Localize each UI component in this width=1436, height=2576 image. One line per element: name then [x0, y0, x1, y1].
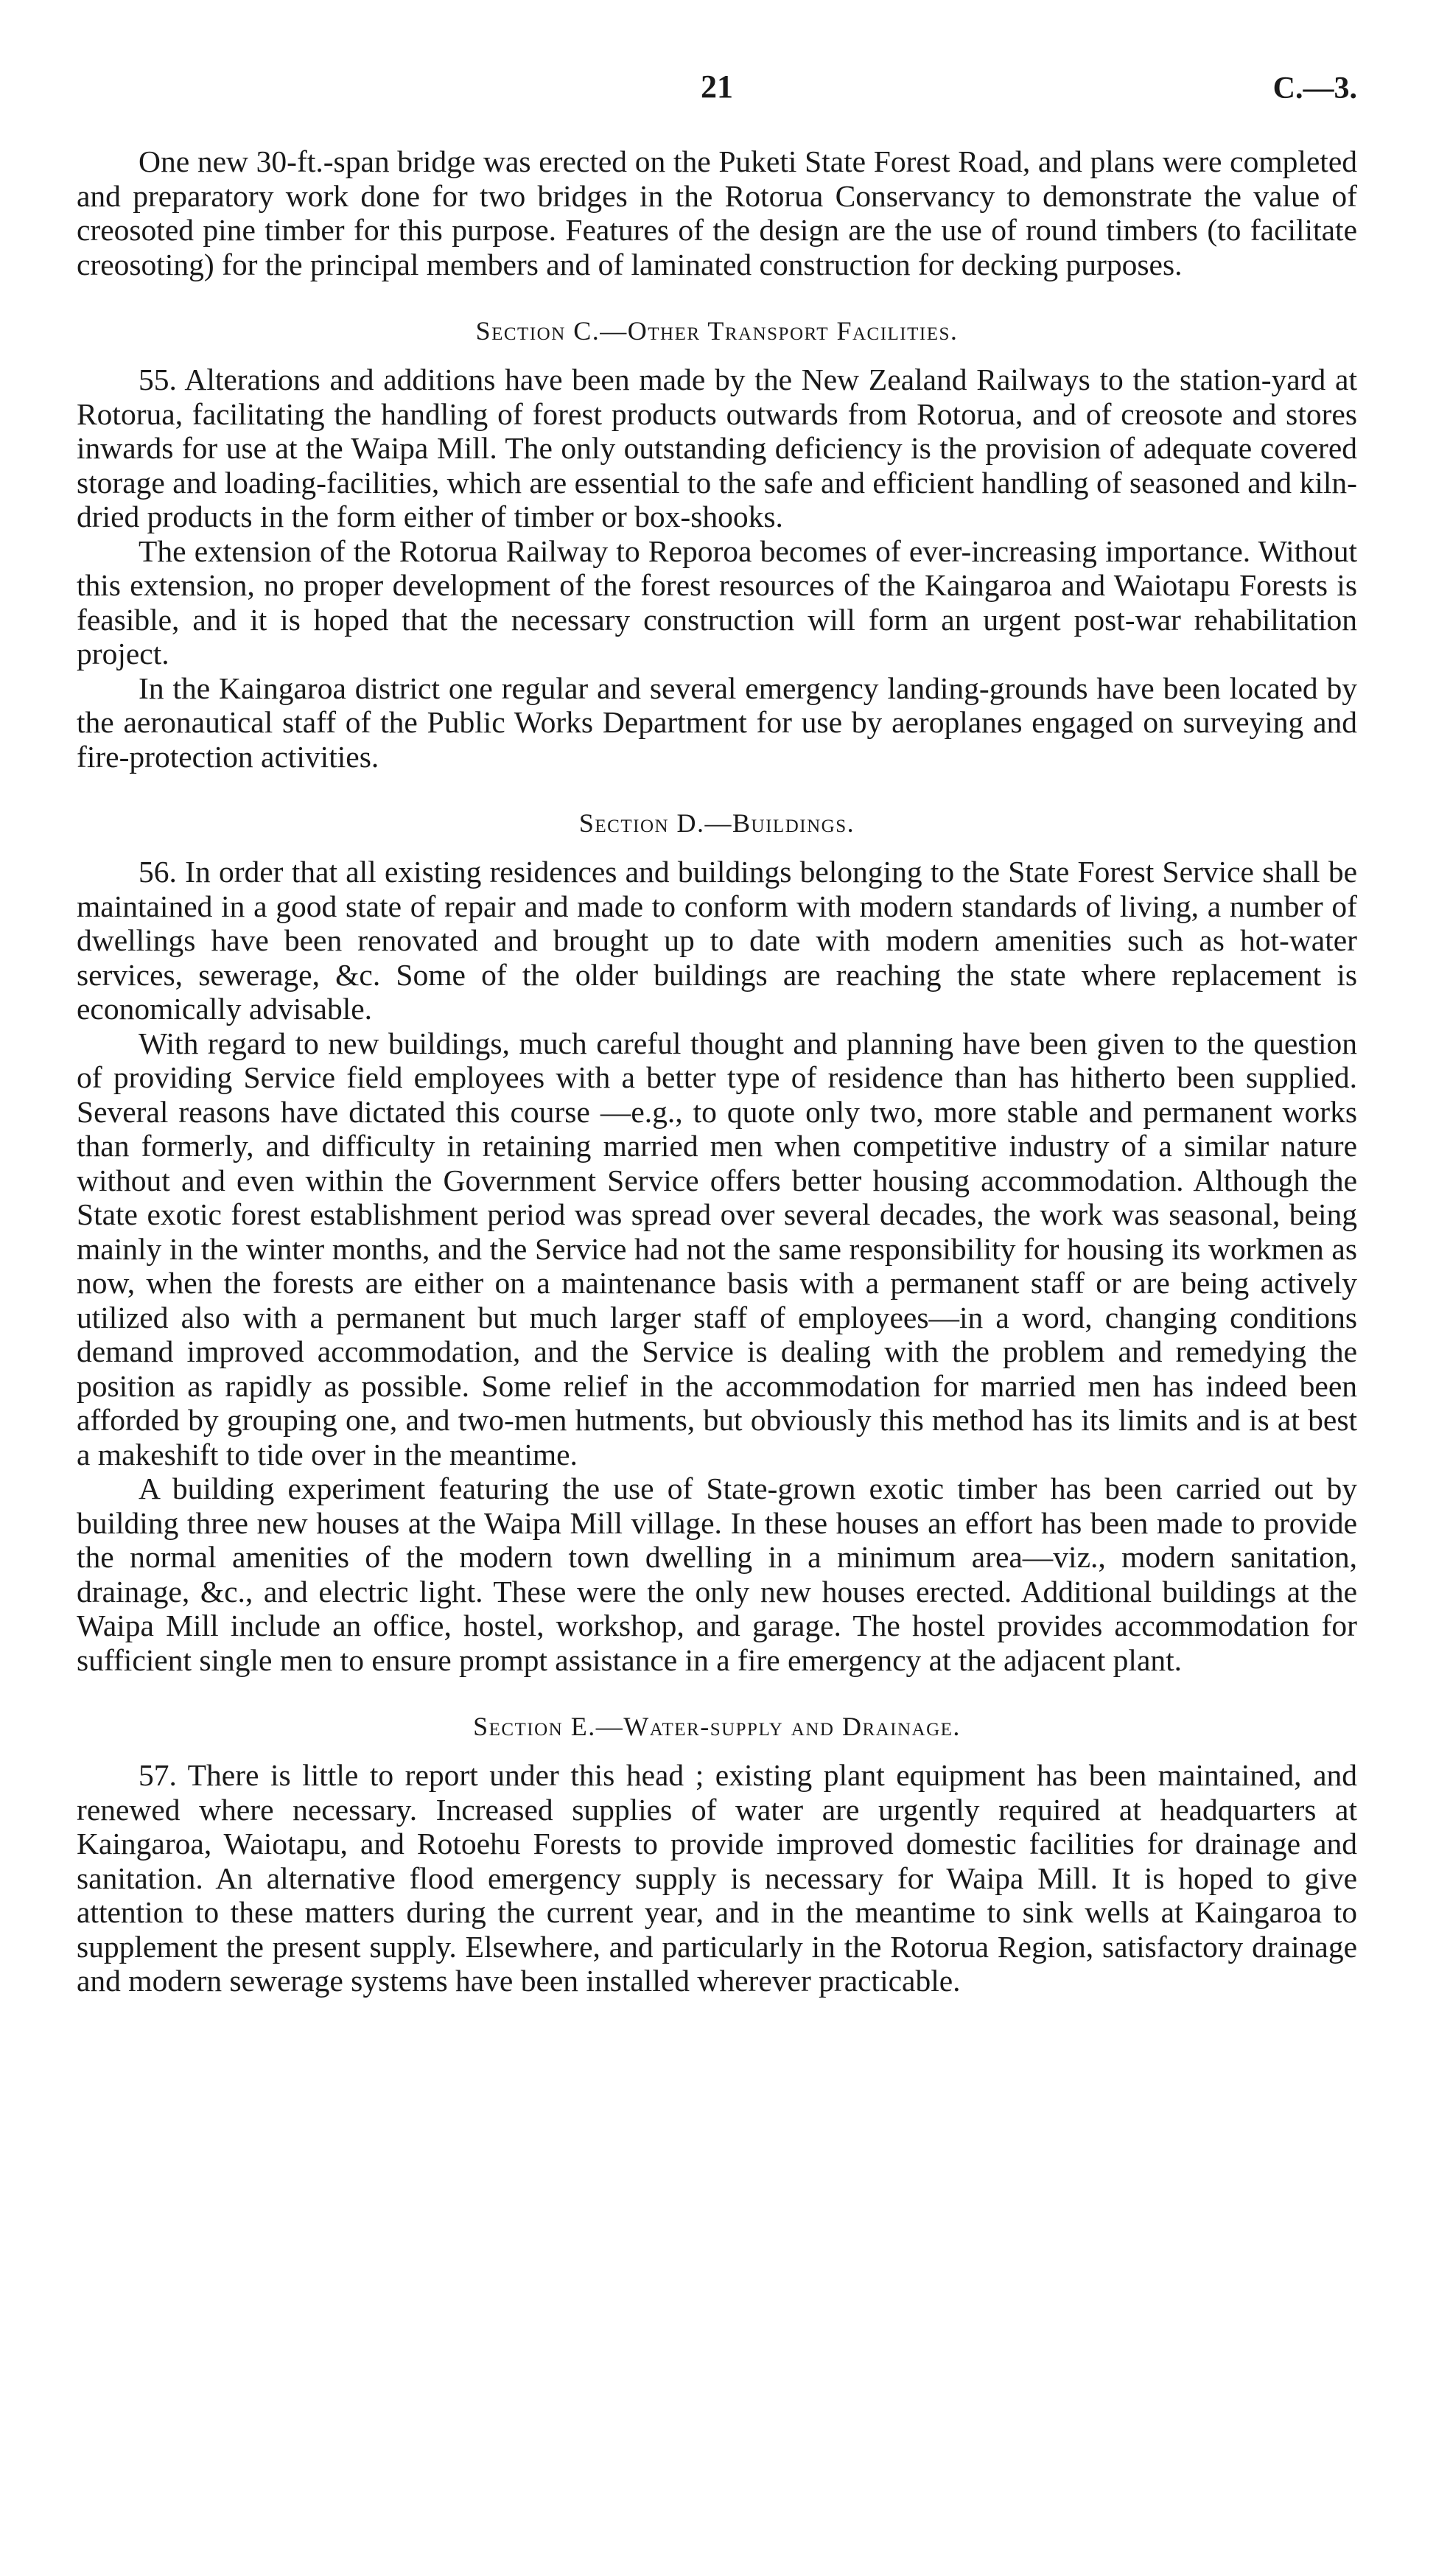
- paragraph: The extension of the Rotorua Railway to Reporoa becomes of ever-increasing importance. Without this extension, no proper development of the forest resources of the Kaingaroa and Waiotapu Forests is feasible, and it is hoped that the necessary construction will form an urgent post-war rehabilitation project.: [77, 533, 1357, 671]
- intro-block: [77, 144, 1357, 281]
- paragraph: A building experiment featuring the use of State-grown exotic timber has been carried out by building three new houses at the Waipa Mill village. In these houses an effort has been made to provide the normal amenities of the modern town dwelling in a minimum area—viz., modern sanitation, drainage, &c., and electric light. These were the only new houses erected. Additional buildings at the Waipa Mill include an office, hostel, workshop, and garage. The hostel provides accommodation for sufficient single men to ensure prompt assistance in a fire emergency at the adjacent plant.: [77, 1471, 1357, 1677]
- page-header: [77, 68, 1357, 119]
- document-page: [77, 68, 1357, 1998]
- paragraph: 55. Alterations and additions have been made by the New Zealand Railways to the station-yard at Rotorua, facilitating the handling of forest products outwards from Rotorua, and of creosote and stores inwards for use at the Waipa Mill. The only outstanding deficiency is the provision of adequate covered storage and loading-facilities, which are essential to the safe and efficient handling of seasoned and kiln-dried products in the form either of timber or box-shooks.: [77, 363, 1357, 533]
- page-number: 21: [701, 69, 733, 105]
- section-d: [77, 806, 1357, 1677]
- section-heading: Section E.—Water-supply and Drainage.: [473, 1712, 961, 1741]
- paragraph: One new 30-ft.-span bridge was erected on the Puketi State Forest Road, and plans were completed and preparatory work done for two bridges in the Rotorua Conservancy to demonstrate the value of creosoted pine timber for this purpose. Features of the design are the use of round timbers (to facilitate creosoting) for the principal members and of laminated construction for decking purposes.: [77, 144, 1357, 281]
- section-heading: Section C.—Other Transport Facilities.: [475, 316, 959, 346]
- paragraph: With regard to new buildings, much careful thought and planning have been given to the question of providing Service field employees with a better type of residence than has hitherto been supplied. Several reasons have dictated this course —e.g., to quote only two, more stable and permanent works than formerly, and difficulty in retaining married men when competitive industry of a similar nature without and even within the Government Service offers better housing accommodation. Although the State exotic forest establishment period was spread over several decades, the work was seasonal, being mainly in the winter months, and the Service had not the same responsibility for housing its workmen as now, when the forests are either on a maintenance basis with a permanent staff or are being actively utilized also with a permanent but much larger staff of employees—in a word, changing conditions demand improved accommodation, and the Service is dealing with the problem and remedying the position as rapidly as possible. Some relief in the accommodation for married men has indeed been afforded by grouping one, and two-men hutments, but obviously this method has its limits and is at best a makeshift to tide over in the meantime.: [77, 1026, 1357, 1471]
- document-reference: C.—3.: [1272, 71, 1357, 105]
- section-e: [77, 1709, 1357, 1998]
- paragraph: 56. In order that all existing residences and buildings belonging to the State Forest Service shall be maintained in a good state of repair and made to conform with modern standards of living, a number of dwellings have been renovated and brought up to date with modern amenities such as hot-water services, sewerage, &c. Some of the older buildings are reaching the state where replacement is economically advisable.: [77, 855, 1357, 1026]
- section-c: [77, 314, 1357, 774]
- section-heading: Section D.—Buildings.: [578, 808, 855, 838]
- paragraph: 57. There is little to report under this head ; existing plant equipment has been maintained, and renewed where necessary. Increased supplies of water are urgently required at headquarters at Kaingaroa, Waiotapu, and Rotoehu Forests to provide improved domestic facilities for drainage and sanitation. An alternative flood emergency supply is necessary for Waipa Mill. It is hoped to give attention to these matters during the current year, and in the meantime to sink wells at Kaingaroa to supplement the present supply. Elsewhere, and particularly in the Rotorua Region, satisfactory drainage and modern sewerage systems have been installed wherever practicable.: [77, 1758, 1357, 1998]
- paragraph: In the Kaingaroa district one regular and several emergency landing-grounds have been located by the aeronautical staff of the Public Works Department for use by aeroplanes engaged on surveying and fire-protection activities.: [77, 671, 1357, 774]
